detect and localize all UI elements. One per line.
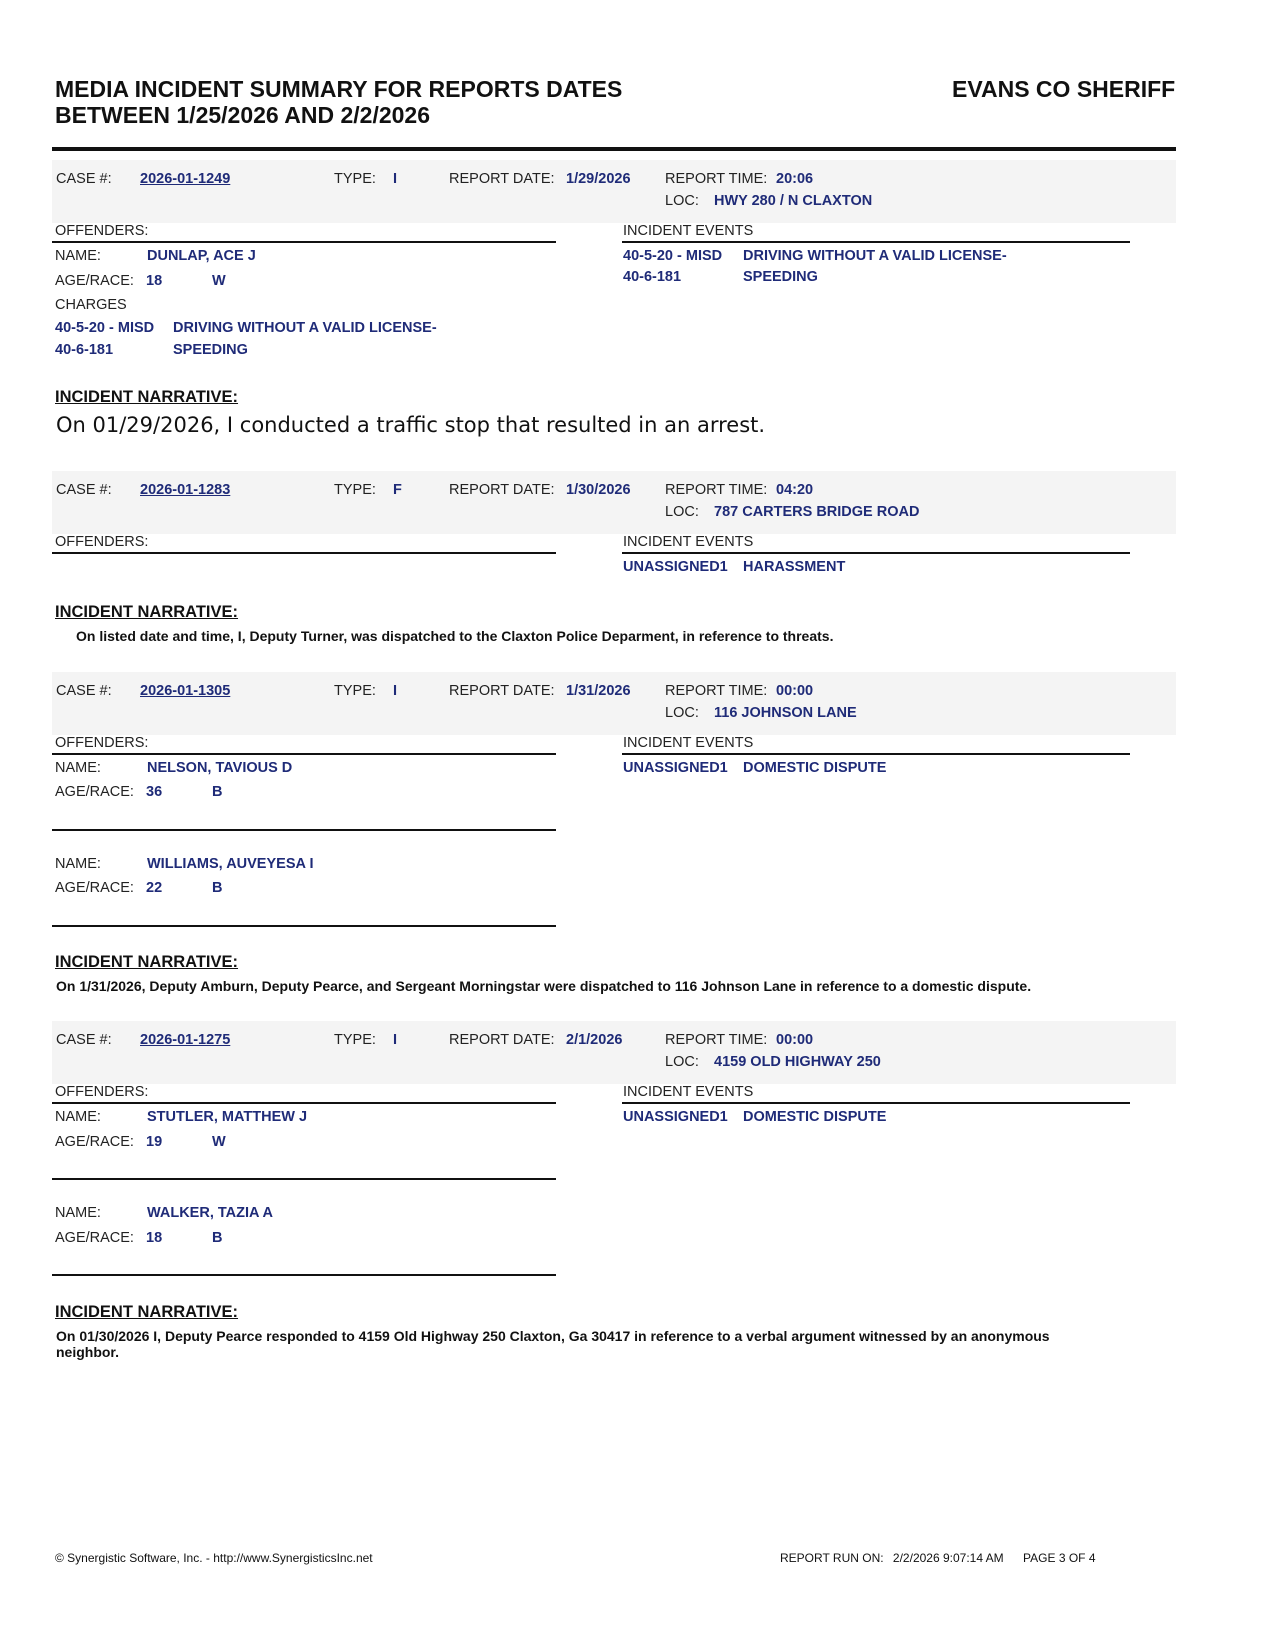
loc-label: LOC:	[665, 1054, 699, 1070]
offenders-underline	[52, 241, 556, 243]
offender-separator	[52, 1178, 556, 1180]
report-time-value: 00:00	[776, 1032, 814, 1048]
case-header-band	[52, 1021, 1176, 1084]
charge-code: 40-6-181	[55, 342, 114, 358]
case-label: CASE #:	[56, 1032, 112, 1048]
event-code: 40-6-181	[623, 269, 682, 285]
type-value: F	[393, 482, 402, 498]
loc-value: 4159 OLD HIGHWAY 250	[714, 1054, 881, 1070]
narrative-text: On 01/29/2026, I conducted a traffic stop that resulted in an arrest.	[56, 413, 766, 437]
event-desc: HARASSMENT	[743, 559, 846, 575]
report-run-value: 2/2/2026 9:07:14 AM	[892, 1551, 1004, 1565]
charge-desc: SPEEDING	[173, 342, 248, 358]
event-code: UNASSIGNED1	[623, 760, 728, 776]
type-value: I	[393, 683, 398, 699]
offender-separator	[52, 925, 556, 927]
agency-name: EVANS CO SHERIFF	[952, 76, 1176, 102]
offender-age-race-label: AGE/RACE:	[55, 784, 134, 800]
events-underline	[622, 1102, 1130, 1104]
offenders-label: OFFENDERS:	[55, 534, 149, 550]
case-header-band	[52, 672, 1176, 735]
loc-value: 116 JOHNSON LANE	[714, 705, 857, 721]
report-time-label: REPORT TIME:	[665, 171, 768, 187]
offender-age-race-label: AGE/RACE:	[55, 273, 134, 289]
offender-separator	[52, 1274, 556, 1276]
event-desc: DOMESTIC DISPUTE	[743, 1109, 887, 1125]
event-code: UNASSIGNED1	[623, 1109, 728, 1125]
case-header-band	[52, 160, 1176, 223]
case-header-band	[52, 471, 1176, 534]
offender-age-race-label: AGE/RACE:	[55, 1230, 134, 1246]
case-number-link[interactable]: 2026-01-1283	[140, 482, 231, 498]
type-value: I	[393, 171, 398, 187]
offender-age: 19	[146, 1134, 163, 1150]
offender-name-label: NAME:	[55, 1205, 101, 1221]
report-title-line2: BETWEEN 1/25/2026 AND 2/2/2026	[55, 102, 430, 128]
event-desc: DOMESTIC DISPUTE	[743, 760, 887, 776]
type-value: I	[393, 1032, 398, 1048]
type-label: TYPE:	[334, 482, 376, 498]
charge-desc: DRIVING WITHOUT A VALID LICENSE-	[173, 320, 437, 336]
report-time-value: 20:06	[776, 171, 814, 187]
incident-events-label: INCIDENT EVENTS	[623, 735, 754, 751]
case-number-link[interactable]: 2026-01-1275	[140, 1032, 231, 1048]
offenders-label: OFFENDERS:	[55, 1084, 149, 1100]
loc-label: LOC:	[665, 705, 699, 721]
narrative-text: On 01/30/2026 I, Deputy Pearce responded to 4159 Old Highway 250 Claxton, Ga 30417 in reference to a verbal argument witnessed by an anonymous neighbor.	[56, 1328, 1050, 1360]
offender-name-label: NAME:	[55, 856, 101, 872]
case-number-link[interactable]: 2026-01-1305	[140, 683, 231, 699]
offender-name: WALKER, TAZIA A	[147, 1205, 273, 1221]
page-indicator: PAGE 3 OF 4	[1023, 1551, 1096, 1565]
report-date-label: REPORT DATE:	[449, 482, 555, 498]
narrative-heading: INCIDENT NARRATIVE:	[55, 1303, 239, 1321]
report-time-label: REPORT TIME:	[665, 1032, 768, 1048]
offender-race: W	[212, 273, 226, 289]
incident-events-label: INCIDENT EVENTS	[623, 223, 754, 239]
offenders-label: OFFENDERS:	[55, 735, 149, 751]
offenders-underline	[52, 552, 556, 554]
charge-code: 40-5-20 - MISD	[55, 320, 155, 336]
report-time-value: 04:20	[776, 482, 814, 498]
offender-race: B	[212, 1230, 223, 1246]
report-date-value: 2/1/2026	[566, 1032, 623, 1048]
report-time-value: 00:00	[776, 683, 814, 699]
case-label: CASE #:	[56, 683, 112, 699]
header-divider	[52, 147, 1176, 151]
loc-label: LOC:	[665, 193, 699, 209]
type-label: TYPE:	[334, 1032, 376, 1048]
charges-label: CHARGES	[55, 297, 127, 313]
offenders-underline	[52, 1102, 556, 1104]
report-time-label: REPORT TIME:	[665, 683, 768, 699]
offender-name-label: NAME:	[55, 1109, 101, 1125]
offenders-underline	[52, 753, 556, 755]
incident-events-label: INCIDENT EVENTS	[623, 534, 754, 550]
report-date-label: REPORT DATE:	[449, 1032, 555, 1048]
report-title-line1: MEDIA INCIDENT SUMMARY FOR REPORTS DATES	[55, 76, 623, 102]
loc-value: HWY 280 / N CLAXTON	[714, 193, 873, 209]
loc-label: LOC:	[665, 504, 699, 520]
type-label: TYPE:	[334, 171, 376, 187]
offender-age: 22	[146, 880, 163, 896]
narrative-heading: INCIDENT NARRATIVE:	[55, 388, 239, 406]
type-label: TYPE:	[334, 683, 376, 699]
offender-race: B	[212, 784, 223, 800]
report-title	[55, 76, 622, 128]
offender-name: STUTLER, MATTHEW J	[147, 1109, 308, 1125]
offender-name-label: NAME:	[55, 248, 101, 264]
offender-age: 18	[146, 273, 163, 289]
report-date-value: 1/31/2026	[566, 683, 631, 699]
report-date-label: REPORT DATE:	[449, 171, 555, 187]
offender-race: W	[212, 1134, 226, 1150]
offender-age-race-label: AGE/RACE:	[55, 1134, 134, 1150]
report-time-label: REPORT TIME:	[665, 482, 768, 498]
narrative-heading: INCIDENT NARRATIVE:	[55, 603, 239, 621]
case-label: CASE #:	[56, 482, 112, 498]
events-underline	[622, 241, 1130, 243]
offender-age: 36	[146, 784, 163, 800]
events-underline	[622, 753, 1130, 755]
narrative-text: On listed date and time, I, Deputy Turner, was dispatched to the Claxton Police Deparment, in reference to threats.	[76, 628, 834, 644]
loc-value: 787 CARTERS BRIDGE ROAD	[714, 504, 920, 520]
narrative-text: On 1/31/2026, Deputy Amburn, Deputy Pearce, and Sergeant Morningstar were dispatched to 116 Johnson Lane in reference to a domestic dispute.	[56, 978, 1032, 994]
footer-copyright: © Synergistic Software, Inc. - http://www.SynergisticsInc.net	[55, 1551, 373, 1565]
case-label: CASE #:	[56, 171, 112, 187]
offender-separator	[52, 829, 556, 831]
case-number-link[interactable]: 2026-01-1249	[140, 171, 231, 187]
footer-run-info	[780, 1551, 1096, 1565]
report-run-label: REPORT RUN ON:	[780, 1551, 884, 1565]
events-underline	[622, 552, 1130, 554]
offender-name: WILLIAMS, AUVEYESA I	[147, 856, 314, 872]
report-date-value: 1/30/2026	[566, 482, 631, 498]
event-code: UNASSIGNED1	[623, 559, 728, 575]
incident-events-label: INCIDENT EVENTS	[623, 1084, 754, 1100]
event-code: 40-5-20 - MISD	[623, 248, 723, 264]
report-date-value: 1/29/2026	[566, 171, 631, 187]
offender-race: B	[212, 880, 223, 896]
event-desc: DRIVING WITHOUT A VALID LICENSE-	[743, 248, 1007, 264]
offender-age-race-label: AGE/RACE:	[55, 880, 134, 896]
narrative-heading: INCIDENT NARRATIVE:	[55, 953, 239, 971]
event-desc: SPEEDING	[743, 269, 818, 285]
offender-age: 18	[146, 1230, 163, 1246]
report-date-label: REPORT DATE:	[449, 683, 555, 699]
offender-name-label: NAME:	[55, 760, 101, 776]
offender-name: DUNLAP, ACE J	[147, 248, 256, 264]
offenders-label: OFFENDERS:	[55, 223, 149, 239]
offender-name: NELSON, TAVIOUS D	[147, 760, 293, 776]
